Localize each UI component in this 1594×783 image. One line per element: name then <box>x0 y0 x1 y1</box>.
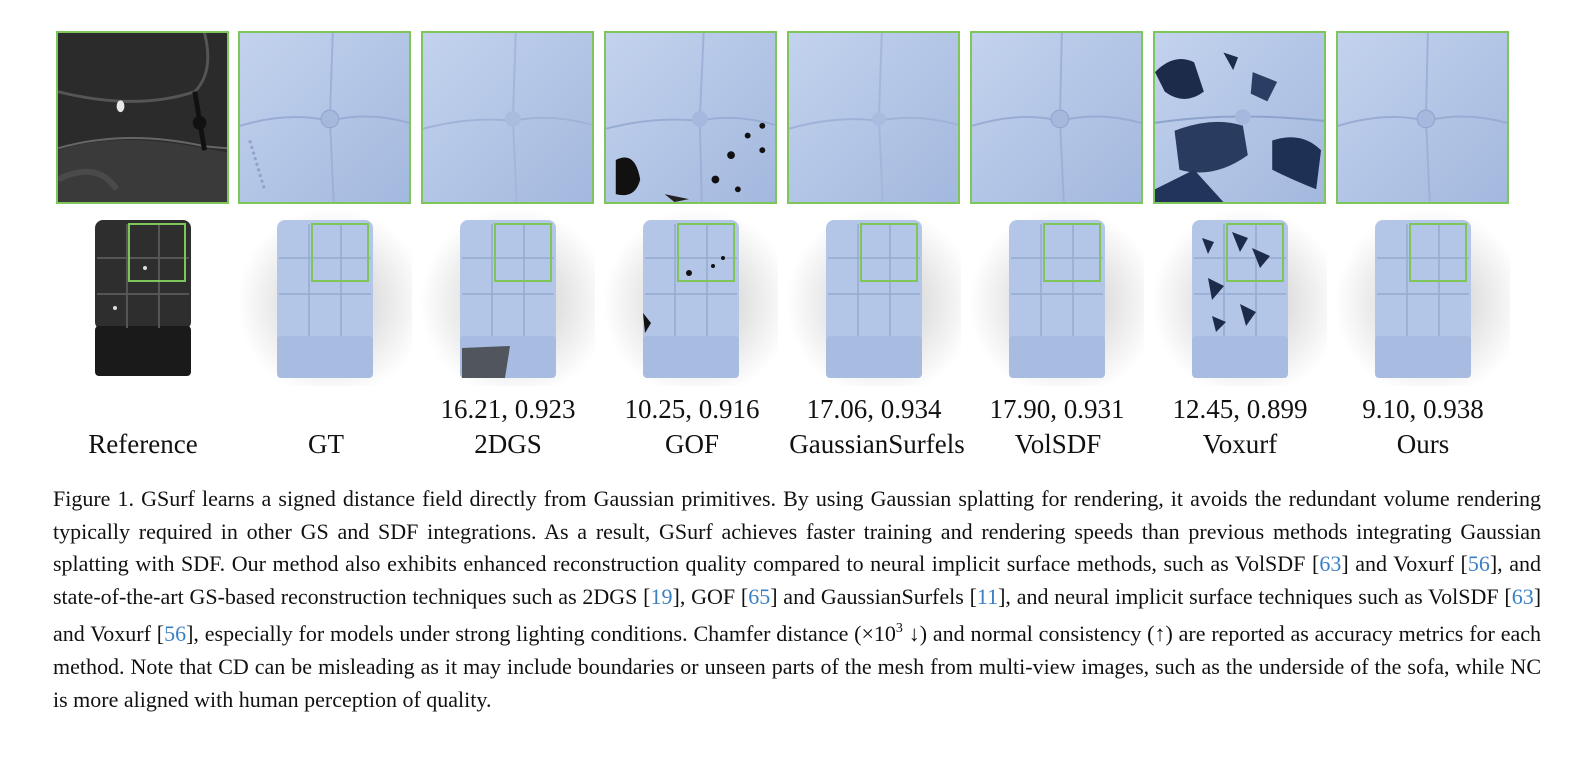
object-ours <box>1335 208 1510 386</box>
object-gt <box>237 208 412 386</box>
crop-reference <box>56 31 229 204</box>
metric-ours: 9.10, 0.938 <box>1362 394 1484 424</box>
metric-2dgs: 16.21, 0.923 <box>440 394 576 424</box>
crop-gt <box>238 31 411 204</box>
citation-link[interactable]: 56 <box>1467 551 1490 577</box>
label-reference: Reference <box>88 429 198 459</box>
metric-voxurf: 12.45, 0.899 <box>1172 394 1308 424</box>
crop-gaussiansurfels <box>787 31 960 204</box>
crop-ours <box>1336 31 1509 204</box>
object-2dgs <box>420 208 595 386</box>
label-volsdf: VolSDF <box>1014 429 1102 459</box>
figure-caption <box>53 483 1541 716</box>
label-ours: Ours <box>1396 429 1450 459</box>
label-voxurf: Voxurf <box>1202 429 1278 459</box>
label-gaussiansurfels: GaussianSurfels <box>789 429 965 459</box>
crop-gof <box>604 31 777 204</box>
citation-link[interactable]: 56 <box>164 621 187 647</box>
object-volsdf <box>969 208 1144 386</box>
citation-link[interactable]: 63 <box>1319 551 1342 577</box>
citation-link[interactable]: 11 <box>976 583 999 609</box>
crop-voxurf <box>1153 31 1326 204</box>
caption-text: ] and GaussianSurfels [ <box>770 583 977 609</box>
object-reference <box>55 208 230 386</box>
object-gaussiansurfels <box>786 208 961 386</box>
crop-volsdf <box>970 31 1143 204</box>
object-voxurf <box>1152 208 1327 386</box>
crop-2dgs <box>421 31 594 204</box>
label-2dgs: 2DGS <box>474 429 542 459</box>
caption-text: ], and neural implicit surface techniques such as VolSDF [ <box>998 583 1512 609</box>
citation-link[interactable]: 19 <box>650 583 673 609</box>
caption-text: ], especially for models under strong lighting conditions. Chamfer distance (×10 <box>186 621 896 647</box>
caption-text: ], and state-of-the-art GS-based reconstruction techniques such as 2DGS [ <box>53 551 1541 609</box>
citation-link[interactable]: 65 <box>748 583 771 609</box>
superscript: 3 <box>895 621 903 637</box>
metric-volsdf: 17.90, 0.931 <box>989 394 1125 424</box>
caption-text: ] and Voxurf [ <box>53 583 1542 647</box>
citation-link[interactable]: 63 <box>1511 583 1534 609</box>
label-gof: GOF <box>664 429 719 459</box>
caption-text: ], GOF [ <box>672 583 749 609</box>
caption-text: Figure 1. GSurf learns a signed distance field directly from Gaussian primitives. By using Gaussian splatting for rendering, it avoids the redundant volume rendering typically required in other GS and SDF integrations. As a result, GSurf achieves faster training and rendering speeds than previous methods integrating Gaussian splatting with SDF. Our method also exhibits enhanced reconstruction quality compared to neural implicit surface methods, such as VolSDF [ <box>53 486 1541 577</box>
caption-text: ] and Voxurf [ <box>1341 551 1468 577</box>
metric-gaussiansurfels: 17.06, 0.934 <box>806 394 942 424</box>
metric-gof: 10.25, 0.916 <box>624 394 760 424</box>
caption-text: ↓) and normal consistency (↑) are reported as accuracy metrics for each method. Note that CD can be misleading as it may include boundaries or unseen parts of the mesh from multi-view images, such as the underside of the sofa, while NC is more aligned with human perception of quality. <box>53 621 1541 712</box>
label-gt: GT <box>308 429 344 459</box>
object-gof <box>603 208 778 386</box>
